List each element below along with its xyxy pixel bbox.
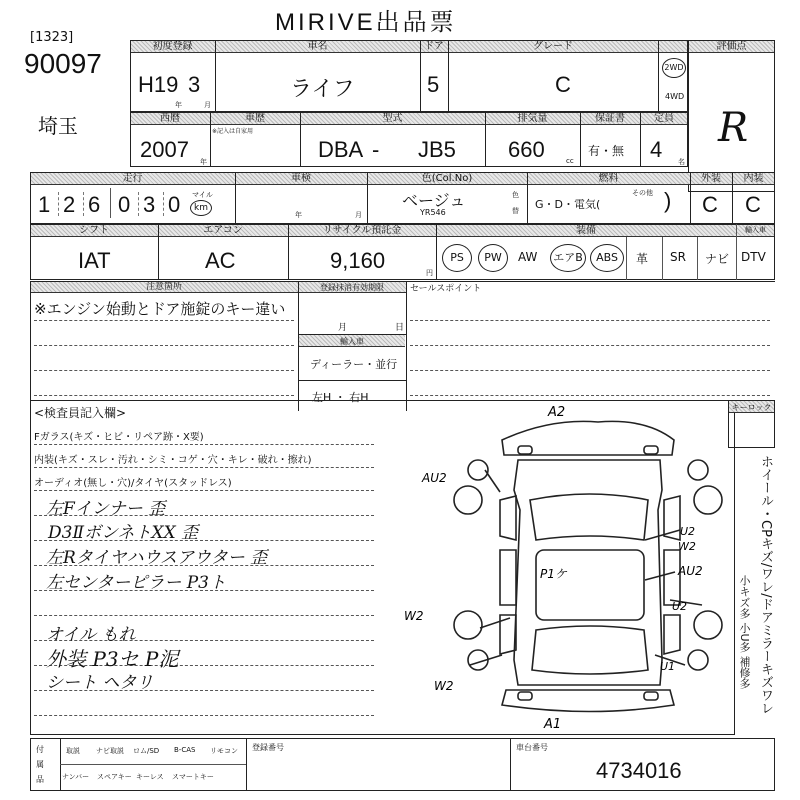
tsuki-label: 月: [204, 101, 211, 109]
mark-p1: P1ケ: [540, 567, 567, 581]
fuel-header: 燃料: [527, 172, 690, 185]
reg-no-header: 登録番号: [252, 743, 284, 752]
row1-box: [130, 40, 688, 112]
insp-month: 月: [355, 211, 362, 219]
mileage-digit-4: 0: [118, 192, 131, 217]
mark-w2-a: W2: [678, 540, 696, 553]
equip-ps: PS: [442, 244, 472, 272]
equip-pw: PW: [478, 244, 508, 272]
int-header: 内装: [732, 172, 775, 185]
color-gae: 替: [512, 207, 519, 215]
acc-navi-manual: ナビ取説: [96, 747, 124, 755]
km-unit: km: [190, 200, 212, 216]
warranty-value: 有・無: [588, 144, 625, 158]
shift-value: IAT: [78, 248, 111, 273]
lot-number: 90097: [24, 48, 102, 79]
note-1: 左Fインナー 歪: [46, 499, 166, 519]
remarks-header: 注意箇所: [30, 281, 298, 293]
nen-label: 年: [175, 101, 182, 109]
equip-navi: ナビ: [705, 252, 730, 266]
mileage-digit-6: 0: [168, 192, 181, 217]
note-2: D3ⅡボンネトXX 歪: [48, 523, 199, 543]
recycle-value: 9,160: [330, 248, 386, 273]
ac-value: AC: [205, 248, 236, 273]
equip-aw: AW: [518, 250, 538, 264]
key-lock-header: キーロック: [729, 401, 774, 413]
remark-line: ※エンジン始動とドア施錠のキー違い: [34, 300, 286, 318]
doors-header: ドア: [420, 40, 448, 53]
mileage-header: 走行: [30, 172, 235, 185]
model-dash: -: [372, 137, 380, 162]
model-code: JB5: [418, 137, 456, 162]
mark-u1: U1: [660, 660, 676, 673]
handle-side: 左H ・ 右H: [312, 391, 369, 404]
color-value: ベージュ: [402, 191, 466, 210]
mile-label: マイル: [192, 191, 213, 199]
mark-a2: A2: [548, 405, 566, 420]
year-value: 2007: [140, 137, 189, 162]
ext-score: C: [702, 192, 718, 217]
year-header: 西暦: [130, 112, 210, 125]
mileage-digit-3: 6: [88, 192, 101, 217]
acc-keyless: キーレス: [136, 773, 164, 781]
note-5: オイル もれ: [46, 625, 136, 645]
fuel-value: G・D・電気(: [535, 198, 601, 211]
car-damage-diagram: [404, 400, 730, 735]
mark-w2-left: W2: [404, 609, 424, 623]
shift-header: シフト: [30, 224, 158, 237]
lot-bracket-number: [1323]: [30, 30, 74, 45]
equip-abs: ABS: [590, 244, 624, 272]
mark-au2-left: AU2: [422, 471, 447, 485]
acc-remote: リモコン: [210, 747, 238, 755]
doors-value: 5: [427, 72, 440, 97]
inspection-header: 車検: [235, 172, 367, 185]
capacity-value: 4: [650, 137, 663, 162]
page-title: MIRIVE出品票: [275, 9, 457, 36]
acc-number: ナンバー: [62, 773, 90, 781]
side-damage-text-2: 小キズ多 小U多 補修多: [738, 575, 751, 690]
mark-a1: A1: [544, 717, 562, 732]
reg-expiry-header: 登録抹消有効期限: [298, 281, 406, 293]
expiry-day: 日: [395, 323, 405, 333]
capacity-unit: 名: [678, 158, 685, 166]
import-label: 輸入車: [299, 335, 405, 347]
interior-line: 内装(キズ・スレ・汚れ・シミ・コゲ・穴・キレ・破れ・擦れ): [34, 455, 312, 466]
warranty-header: 保証書: [580, 112, 640, 125]
audio-line: オーディオ(無し・穴)/タイヤ(スタッドレス): [34, 478, 232, 489]
equip-header: 装備: [436, 224, 736, 237]
glass-line: Fガラス(キズ・ヒビ・リペア跡・X要): [34, 432, 204, 443]
grade-value: C: [555, 72, 571, 97]
acc-spare-key: スペアキー: [97, 773, 132, 781]
first-reg-month: 3: [188, 72, 201, 97]
drive-2wd: 2WD: [662, 58, 686, 78]
mark-u2-a: U2: [680, 525, 696, 538]
equip-dtv: DTV: [741, 250, 766, 264]
ac-header: エアコン: [158, 224, 288, 237]
equip-sr: SR: [670, 250, 686, 264]
fuel-close: ): [664, 188, 672, 213]
mileage-digit-1: 1: [38, 192, 51, 217]
mileage-digit-2: 2: [63, 192, 76, 217]
color-iro: 色: [512, 191, 519, 199]
fuel-other: その他: [632, 189, 653, 197]
displacement-header: 排気量: [485, 112, 580, 125]
note-6: 外装 P3セ P泥: [46, 647, 179, 671]
capacity-header: 定員: [640, 112, 688, 125]
accessories-header: 付属品: [36, 745, 44, 784]
frame-no-header: 車台番号: [516, 743, 548, 752]
car-name-header: 車名: [215, 40, 420, 53]
acc-manual: 取説: [66, 747, 80, 755]
acc-bcas: B-CAS: [174, 746, 196, 754]
class-note: ※記入は自家用: [212, 128, 254, 135]
mileage-digit-5: 3: [143, 192, 156, 217]
note-7: シート ヘタリ: [46, 673, 154, 693]
displacement-value: 660: [508, 137, 545, 162]
acc-rom-sd: ロム/SD: [133, 747, 160, 755]
note-3: 左Rタイヤハウスアウター 歪: [46, 548, 268, 568]
expiry-month: 月: [338, 323, 348, 333]
first-reg-era-year: H19: [138, 72, 179, 97]
score-value: R: [718, 105, 749, 151]
row4-box: [30, 224, 775, 280]
sales-header: セールスポイント: [410, 284, 482, 294]
score-header: 評価点: [688, 40, 775, 53]
year-nen: 年: [200, 158, 207, 166]
mark-w2-bottom: W2: [434, 679, 454, 693]
color-header: 色(Col.No): [367, 172, 527, 185]
cc-unit: cc: [566, 157, 574, 165]
drive-4wd: 4WD: [665, 92, 685, 101]
side-damage-text: ホイール・CPキズ/ワレ/ドアミラーキズワレ: [758, 455, 773, 715]
acc-smart-key: スマートキー: [172, 773, 214, 781]
model-header: 型式: [300, 112, 485, 125]
equip-airbag: エアB: [550, 244, 586, 272]
recycle-header: リサイクル預託金: [288, 224, 436, 237]
frame-number: 4734016: [596, 758, 682, 783]
insp-year: 年: [295, 211, 302, 219]
first-reg-header: 初度登録: [130, 40, 215, 53]
ext-header: 外装: [690, 172, 732, 185]
dealer-import: ディーラー・並行: [310, 358, 398, 371]
mark-u2-b: U2: [672, 600, 688, 613]
grade-header: グレード: [448, 40, 658, 53]
equip-leather: 革: [636, 252, 649, 266]
car-name: ライフ: [290, 76, 355, 101]
note-4: 左センターピラー P3ト: [46, 573, 226, 593]
region: 埼玉: [38, 114, 78, 138]
model-prefix: DBA: [318, 137, 364, 162]
int-score: C: [745, 192, 761, 217]
recycle-yen: 円: [426, 269, 433, 277]
color-code: YR546: [420, 208, 446, 217]
vehicle-class-header: 車歴: [210, 112, 300, 125]
inspector-header: <検査員記入欄>: [34, 406, 127, 420]
mark-au2-right: AU2: [678, 564, 703, 578]
import-header: 輸入車: [736, 224, 775, 237]
